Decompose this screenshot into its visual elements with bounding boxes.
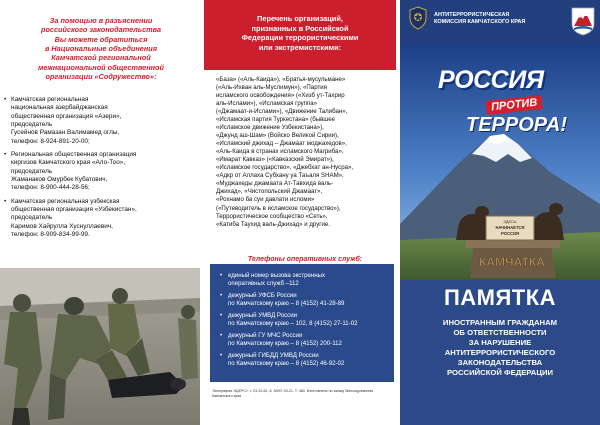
- bullet-icon: •: [220, 312, 223, 320]
- emergency-phones-box: [210, 264, 394, 382]
- kamchatka-letters: КАМЧАТКА: [479, 255, 545, 269]
- bullet-icon: •: [220, 272, 223, 279]
- list-item: • Камчатская региональная узбекская общественная организация «Узбекистан», председатель Каримов Хайрулла Хуснуллаевич, телефон: 8-909-834-99-99.: [4, 197, 137, 238]
- list-item: • дежурный УМВД России по Камчатскому краю – 102, 8 (4152) 27-11-02: [220, 312, 358, 328]
- bullet-icon: •: [4, 150, 7, 158]
- list-item: • дежурный ГУ МЧС России по Камчатскому краю – 8 (4152) 200-112: [220, 332, 342, 348]
- list-item: • Региональная общественная организация киргизов Камчатского края «Ало-Тоо», председатель Жаманаков Омурбек Кубатович, телефон: 8-900-444-28-56;: [4, 150, 137, 192]
- bullet-icon: •: [4, 197, 7, 205]
- shield-emblem-icon: [408, 6, 428, 30]
- right-panel: [400, 0, 600, 425]
- bullet-icon: •: [220, 292, 223, 300]
- page-title: ПАМЯТКА: [443, 285, 557, 310]
- slogan-protiv: ПРОТИВ: [485, 95, 543, 115]
- list-item: • дежурный ГИБДД УМВД России по Камчатскому краю – 8 (4152) 46-92-02: [220, 352, 345, 368]
- page-subtitle: ИНОСТРАННЫМ ГРАЖДАНАМ ОБ ОТВЕТСТВЕННОСТИ ЗА НАРУШЕНИЕ АНТИТЕРРОРИСТИЧЕСКОГО ЗАКОНОДАТЕЛЬСТВА РОССИЙСКОЙ ФЕДЕРАЦИИ: [442, 318, 558, 377]
- phones-title: Телефоны оперативных служб:: [247, 256, 363, 263]
- left-panel: [0, 0, 200, 425]
- list-item: • Камчатская региональная национальная азербайджанская общественная организация «Азери», председатель Гусейнов Рамазан Валимамед оглы, телефон: 8-924-891-20-00;: [4, 96, 122, 145]
- list-item: • дежурный УФСБ России по Камчатскому краю – 8 (4152) 41-28-89: [220, 292, 345, 308]
- national-organizations-list: [4, 96, 196, 244]
- bullet-icon: •: [220, 332, 223, 340]
- bullet-icon: •: [220, 352, 223, 360]
- slogan-russia: РОССИЯ: [438, 66, 544, 94]
- monument-sign-line-3: РОССИЯ: [500, 231, 520, 236]
- commission-header: [400, 0, 600, 44]
- help-header: За помощью в разъяснении российского законодательства Вы можете обратиться в Национальные объединения Камчатской региональной межнациональной общественной организации «Содружество»:: [38, 16, 164, 81]
- special-forces-photo: [0, 268, 200, 425]
- banned-orgs-text: «База» («Аль-Каида»), «Братья-мусульмане» («Аль-Ихван аль-Муслимун»), «Партия исламского освобождения» («Хизб ут-Тахрир аль-Ислами»), «Исламская группа» («Джамаат-и-Ислами»), «Движение Талибан», «Исламская партия Туркестана» (бывшее «Исламское движение Узбекистана»), «Джунд аш-Шам» (Войско Великой Сирии), «Исламский джихад – Джамаат моджахедов», «Аль-Каида в странах исламского Магриба», «Имарат Кавказ» («Кавказский Эмират»), «Исламское государство», «Джебхат ан-Нусра», «Адкр от Аллаха Субхану уа Таъаля SHAM», «Муджахеды джамаата Ат-Тавхида валь- Джихад», «Чистопольский Джамаат», «Рохнамо ба суи давлати исломи» («Путеводитель в исламское государство»), Террористическое сообщество «Сеть», «Катиба Таухид валь-Джихад» и другие.: [216, 76, 354, 228]
- middle-panel: [200, 0, 400, 425]
- banned-orgs-header: Перечень организаций, признанных в Российской Федерации террористическими или экстремистскими:: [204, 0, 396, 70]
- bullet-icon: •: [4, 96, 7, 103]
- kamchatka-coat-of-arms-icon: [570, 6, 596, 36]
- monument-sign-line-1: ЗДЕСЬ: [503, 219, 517, 224]
- commission-name: АНТИТЕРРОРИСТИЧЕСКАЯ КОМИССИЯ КАМЧАТСКОГО КРАЯ: [434, 12, 526, 26]
- list-item: • единый номер вызова экстренных оперативных служб –112: [220, 272, 326, 288]
- printing-imprint: Типография «ЩЕРС», т. 23-31-61, 8, 3/597-03-21. Т. 460. Изготовлено по заказу Минсоцразвития Камчатского края: [212, 389, 374, 398]
- slogan-terror: ТЕРРОРА!: [466, 114, 567, 136]
- monument-sign-line-2: НАЧИНАЕТСЯ: [495, 225, 525, 230]
